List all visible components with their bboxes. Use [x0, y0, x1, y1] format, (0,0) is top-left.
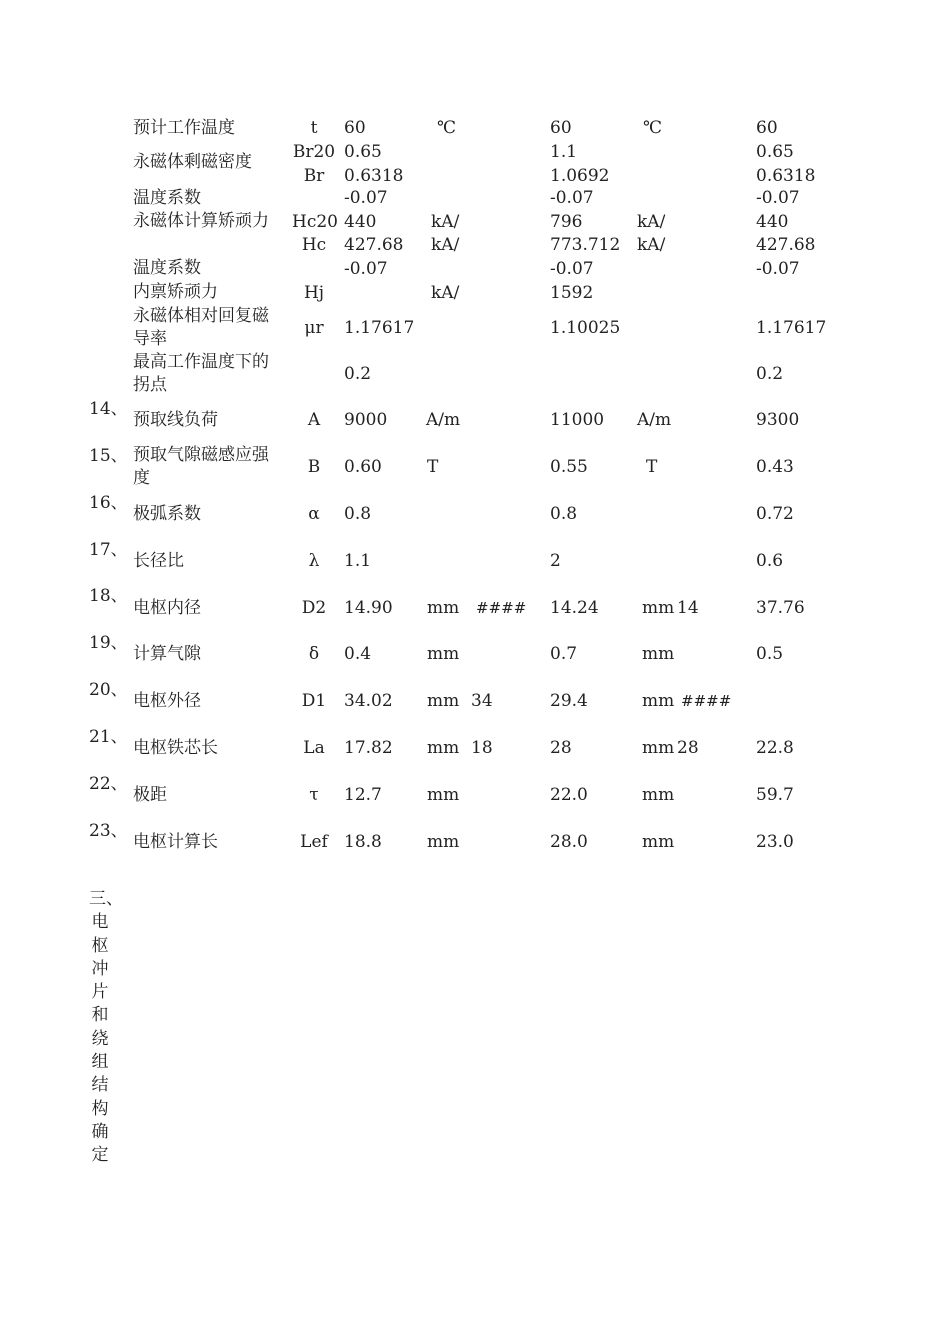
value-col2: 2 [550, 551, 561, 571]
value-col1: 0.6318 [344, 166, 404, 186]
param-symbol: Br20 [292, 142, 336, 162]
param-symbol: B [307, 457, 321, 477]
value-col3: 23.0 [756, 832, 794, 852]
param-symbol: D1 [301, 691, 327, 711]
unit-col1: mm [427, 691, 460, 711]
unit-col2: T [646, 457, 658, 477]
param-label: 预计工作温度 [133, 118, 235, 138]
value-col2: 0.8 [550, 504, 578, 524]
value-col3: 0.5 [756, 644, 784, 664]
param-symbol: La [303, 738, 325, 758]
value-col1: 0.4 [344, 644, 372, 664]
param-symbol: t [310, 118, 318, 138]
unit-col1: T [427, 457, 439, 477]
row-number: 22、 [89, 774, 128, 794]
value-col3: -0.07 [756, 259, 800, 279]
param-label: 电枢外径 [133, 691, 201, 711]
value-col1: 440 [344, 212, 377, 232]
row-number: 23、 [89, 821, 128, 841]
param-symbol: Hc [301, 235, 327, 255]
unit-col2: ℃ [643, 118, 663, 138]
unit-col2: kA/ [637, 235, 666, 255]
param-symbol: A [307, 410, 321, 430]
unit-col1: mm [427, 785, 460, 805]
extra-col2: 14 [677, 598, 699, 618]
value-col3: -0.07 [756, 188, 800, 208]
param-symbol: D2 [301, 598, 327, 618]
unit-col1: kA/ [431, 283, 460, 303]
value-col3: 60 [756, 118, 778, 138]
value-col3: 37.76 [756, 598, 805, 618]
extra-col1: 34 [471, 691, 493, 711]
unit-col1: mm [427, 738, 460, 758]
value-col1: -0.07 [344, 188, 388, 208]
param-label: 温度系数 [133, 188, 201, 208]
value-col2: 0.55 [550, 457, 588, 477]
value-col3: 59.7 [756, 785, 794, 805]
unit-col1: mm [427, 598, 460, 618]
value-col2: 14.24 [550, 598, 599, 618]
param-label: 内禀矫顽力 [133, 282, 218, 302]
value-col3: 0.72 [756, 504, 794, 524]
param-label: 永磁体剩磁密度 [133, 152, 252, 172]
value-col2: -0.07 [550, 188, 594, 208]
param-symbol: Lef [300, 832, 328, 852]
value-col2: 1592 [550, 283, 594, 303]
value-col3: 9300 [756, 410, 800, 430]
param-label: 电枢铁芯长 [133, 738, 218, 758]
value-col2: 773.712 [550, 235, 621, 255]
row-number: 18、 [89, 586, 128, 606]
value-col1: -0.07 [344, 259, 388, 279]
param-label: 极弧系数 [133, 504, 201, 524]
param-label: 计算气隙 [133, 644, 201, 664]
value-col2: 1.10025 [550, 318, 621, 338]
param-symbol: Hj [303, 283, 325, 303]
value-col1: 0.60 [344, 457, 382, 477]
value-col2: 28.0 [550, 832, 588, 852]
value-col3: 0.65 [756, 142, 794, 162]
value-col1: 60 [344, 118, 366, 138]
value-col1: 9000 [344, 410, 388, 430]
value-col2: 1.0692 [550, 166, 610, 186]
param-label: 电枢内径 [133, 598, 201, 618]
value-col1: 0.8 [344, 504, 372, 524]
param-label: 预取气隙磁感应强度 [133, 445, 269, 488]
unit-col2: mm [642, 598, 675, 618]
extra-col1: 18 [471, 738, 493, 758]
value-col3: 1.17617 [756, 318, 827, 338]
value-col1: 1.17617 [344, 318, 415, 338]
unit-col2: mm [642, 691, 675, 711]
value-col1: 17.82 [344, 738, 393, 758]
value-col3: 0.6 [756, 551, 784, 571]
row-number: 16、 [89, 493, 128, 513]
value-col1: 14.90 [344, 598, 393, 618]
param-symbol: Hc20 [292, 212, 338, 232]
extra-col1: #### [476, 599, 527, 617]
value-col3: 0.6318 [756, 166, 816, 186]
value-col1: 0.2 [344, 364, 372, 384]
param-symbol: Br [303, 166, 325, 186]
value-col2: 0.7 [550, 644, 578, 664]
unit-col1: mm [427, 644, 460, 664]
value-col2: 11000 [550, 410, 605, 430]
param-label: 最高工作温度下的拐点 [133, 352, 269, 395]
value-col1: 0.65 [344, 142, 382, 162]
row-number: 17、 [89, 540, 128, 560]
section-heading: 三、电枢冲片和绕组结构确定 [89, 889, 123, 1166]
value-col3: 440 [756, 212, 789, 232]
unit-col1: kA/ [431, 212, 460, 232]
value-col2: 22.0 [550, 785, 588, 805]
unit-col2: mm [642, 738, 675, 758]
extra-col2: 28 [677, 738, 699, 758]
param-symbol: δ [308, 644, 320, 664]
param-label: 永磁体相对回复磁导率 [133, 306, 269, 349]
row-number: 21、 [89, 727, 128, 747]
unit-col1: mm [427, 832, 460, 852]
value-col2: 60 [550, 118, 572, 138]
param-symbol: λ [308, 551, 320, 571]
param-label: 极距 [133, 785, 167, 805]
value-col1: 1.1 [344, 551, 372, 571]
param-label: 温度系数 [133, 258, 201, 278]
value-col2: 1.1 [550, 142, 578, 162]
row-number: 20、 [89, 680, 128, 700]
param-label: 永磁体计算矫顽力 [133, 211, 269, 231]
row-number: 14、 [89, 399, 128, 419]
value-col1: 18.8 [344, 832, 382, 852]
value-col1: 427.68 [344, 235, 404, 255]
param-symbol: τ [309, 785, 319, 805]
value-col2: 29.4 [550, 691, 588, 711]
value-col2: 796 [550, 212, 583, 232]
unit-col1: ℃ [437, 118, 457, 138]
extra-col2: #### [681, 692, 732, 710]
param-symbol: α [308, 504, 320, 524]
param-label: 预取线负荷 [133, 410, 218, 430]
unit-col2: mm [642, 644, 675, 664]
param-label: 长径比 [133, 551, 184, 571]
value-col3: 427.68 [756, 235, 816, 255]
unit-col2: mm [642, 785, 675, 805]
value-col1: 12.7 [344, 785, 382, 805]
param-symbol: μr [304, 318, 324, 338]
row-number: 19、 [89, 633, 128, 653]
unit-col2: mm [642, 832, 675, 852]
param-label: 电枢计算长 [133, 832, 218, 852]
unit-col2: kA/ [637, 212, 666, 232]
row-number: 15、 [89, 446, 128, 466]
value-col3: 0.43 [756, 457, 794, 477]
unit-col1: A/m [426, 410, 461, 430]
value-col2: -0.07 [550, 259, 594, 279]
value-col2: 28 [550, 738, 572, 758]
unit-col1: kA/ [431, 235, 460, 255]
value-col1: 34.02 [344, 691, 393, 711]
value-col3: 22.8 [756, 738, 794, 758]
value-col3: 0.2 [756, 364, 784, 384]
unit-col2: A/m [637, 410, 672, 430]
